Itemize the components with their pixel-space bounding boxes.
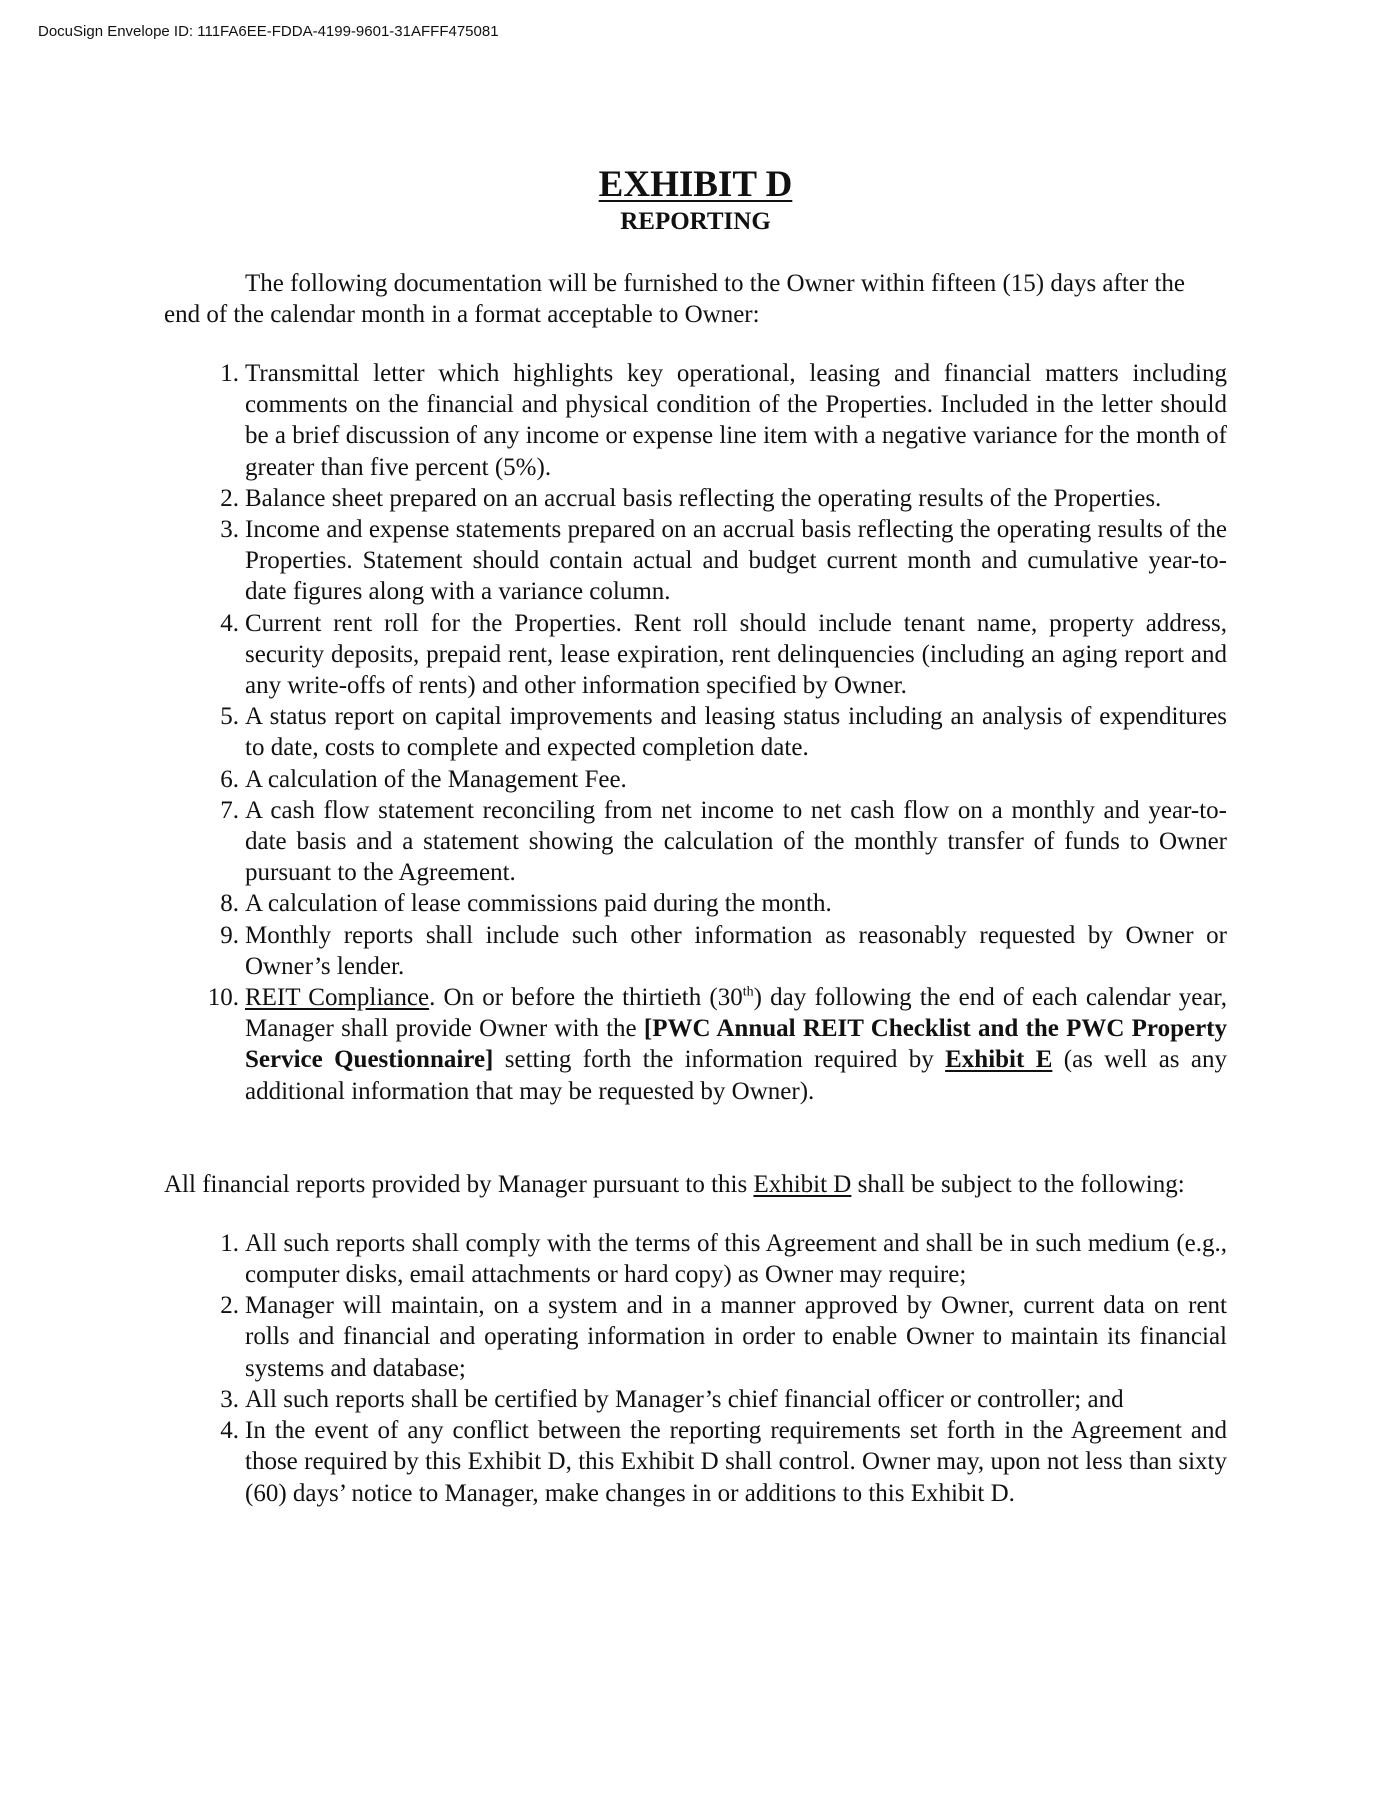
financial-reports-paragraph: All financial reports provided by Manager pursuant to this Exhibit D shall be subject to the following:: [164, 1170, 1185, 1198]
list-item-reit-compliance: 10. REIT Compliance. On or before the thirtieth (30th) day following the end of each calendar year, Manager shall provide Owner with the [PWC Annual REIT Checklist and the PWC Property Service Questionnaire] setting forth the information required by Exhibit E (as well as any additional information that may be requested by Owner).: [207, 984, 1227, 1105]
financial-reports-list: [164, 1228, 1227, 1509]
list-item: 8. A calculation of lease commissions paid during the month.: [220, 890, 832, 918]
list-item: 6. A calculation of the Management Fee.: [220, 765, 627, 793]
reit-compliance-heading: REIT Compliance: [245, 984, 430, 1012]
list-item: 3. All such reports shall be certified by Manager’s chief financial officer or controller; and: [220, 1385, 1124, 1413]
list-item: 9. Monthly reports shall include such other information as reasonably requested by Owner or Owner’s lender.: [220, 921, 1227, 980]
envelope-id: DocuSign Envelope ID: 111FA6EE-FDDA-4199-9601-31AFFF475081: [38, 23, 499, 40]
list-item: 7. A cash flow statement reconciling from net income to net cash flow on a monthly and year-to-date basis and a statement showing the calculation of the monthly transfer of funds to Owner pursuant to the Agreement.: [220, 796, 1227, 887]
list-item: 2. Manager will maintain, on a system and in a manner approved by Owner, current data on rent rolls and financial and operating information in order to enable Owner to maintain its financial systems and database;: [220, 1292, 1227, 1382]
exhibit-e-reference: Exhibit E: [945, 1046, 1053, 1074]
exhibit-subtitle: REPORTING: [620, 208, 771, 235]
intro-paragraph: The following documentation will be furnished to the Owner within fifteen (15) days after the end of the calendar month in a format acceptable to Owner:: [164, 270, 1186, 328]
list-item: 1. All such reports shall comply with the terms of this Agreement and shall be in such medium (e.g., computer disks, email attachments or hard copy) as Owner may require;: [220, 1229, 1227, 1289]
list-item: 5. A status report on capital improvements and leasing status including an analysis of expenditures to date, costs to complete and expected completion date.: [220, 703, 1227, 762]
list-item: 3. Income and expense statements prepared on an accrual basis reflecting the operating results of the Properties. Statement should contain actual and budget current month and cumulative year-to-date figures along with a variance column.: [220, 516, 1227, 606]
pwc-checklist-text: [PWC Annual REIT Checklist and the PWC Property Service Questionnaire]: [245, 1015, 1227, 1074]
reporting-list: [164, 358, 1227, 1107]
exhibit-d-reference: Exhibit D: [753, 1170, 852, 1198]
document-page: [164, 165, 1227, 1509]
list-item: 4. In the event of any conflict between the reporting requirements set forth in the Agreement and those required by this Exhibit D, this Exhibit D shall control. Owner may, upon not less than sixty (60) days’ notice to Manager, make changes in or additions to this Exhibit D.: [220, 1417, 1227, 1507]
list-item: 1. Transmittal letter which highlights key operational, leasing and financial matters including comments on the financial and physical condition of the Properties. Included in the letter should be a brief discussion of any income or expense line item with a negative variance for the month of greater than five percent (5%).: [220, 360, 1227, 481]
list-item: 4. Current rent roll for the Properties. Rent roll should include tenant name, property address, security deposits, prepaid rent, lease expiration, rent delinquencies (including an aging report and any write-offs of rents) and other information specified by Owner.: [220, 609, 1227, 700]
exhibit-title: EXHIBIT D: [598, 164, 793, 205]
list-item: 2. Balance sheet prepared on an accrual basis reflecting the operating results of the Properties.: [220, 484, 1162, 512]
